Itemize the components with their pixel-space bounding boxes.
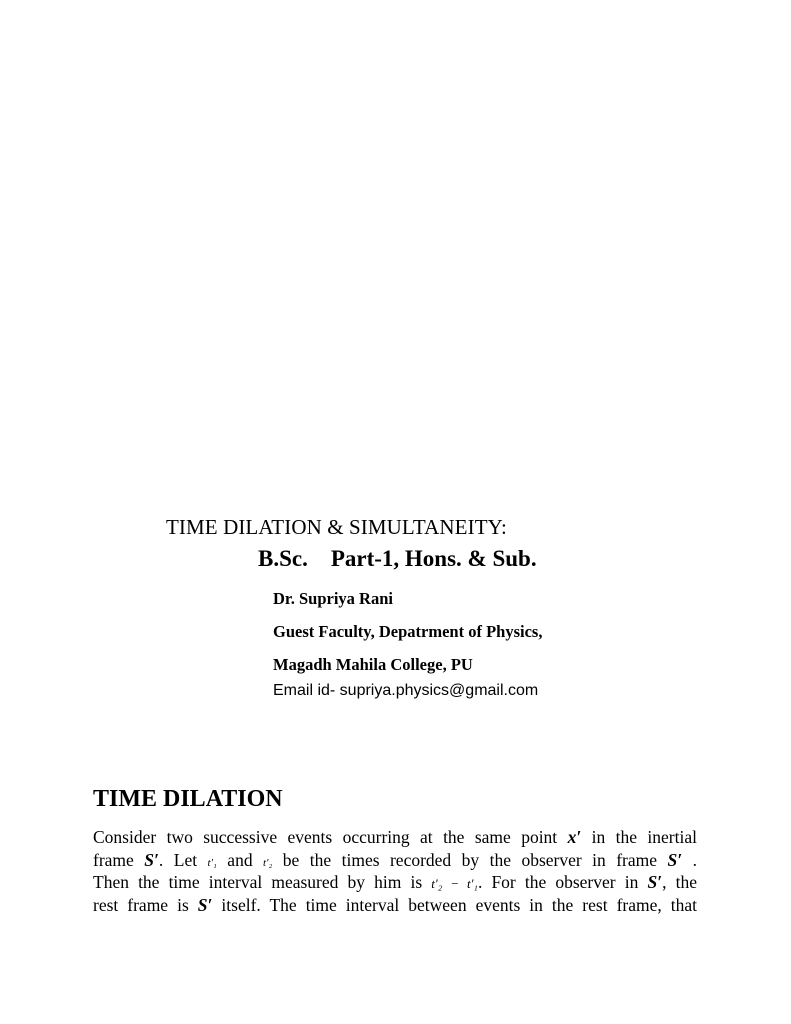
paragraph-line (93, 849, 697, 872)
paragraph-line (93, 894, 697, 917)
math-variable: t′₁ (207, 856, 217, 869)
text-segment: be the times recorded by the observer in frame (272, 849, 668, 870)
text-segment: . For the observer in (477, 872, 648, 892)
body-paragraph (93, 826, 697, 916)
author-position: Guest Faculty, Depatrment of Physics, (273, 622, 543, 641)
section-heading: TIME DILATION (93, 786, 283, 812)
text-segment: and (216, 849, 264, 870)
text-segment: . (682, 849, 697, 870)
document-title: TIME DILATION & SIMULTANEITY: (166, 515, 507, 539)
math-variable: x′ (567, 827, 582, 847)
author-email: Email id- supriya.physics@gmail.com (273, 682, 539, 699)
math-variable: S′ (667, 849, 683, 870)
text-segment: rest frame is (93, 894, 198, 915)
text-segment: , the (662, 872, 697, 892)
math-expression: t′₂ − t′₁ (431, 876, 478, 891)
text-segment: itself. The time interval between events in the rest frame, that (212, 894, 697, 915)
text-segment: Then the time interval measured by him is (93, 872, 432, 892)
math-variable: S′ (144, 849, 159, 870)
text-segment: Consider two successive events occurring at the same point (93, 827, 568, 847)
text-segment: frame (93, 849, 145, 870)
text-segment: . Let (158, 849, 208, 870)
document-subtitle: B.Sc. Part-1, Hons. & Sub. (258, 546, 537, 571)
text-segment: in the inertial (581, 827, 697, 847)
author-name: Dr. Supriya Rani (273, 589, 393, 608)
math-variable: t′₂ (263, 856, 273, 869)
paragraph-line (93, 826, 697, 849)
author-college: Magadh Mahila College, PU (273, 655, 473, 674)
math-variable: S′ (647, 872, 663, 892)
math-variable: S′ (197, 894, 213, 915)
paragraph-line (93, 871, 697, 894)
